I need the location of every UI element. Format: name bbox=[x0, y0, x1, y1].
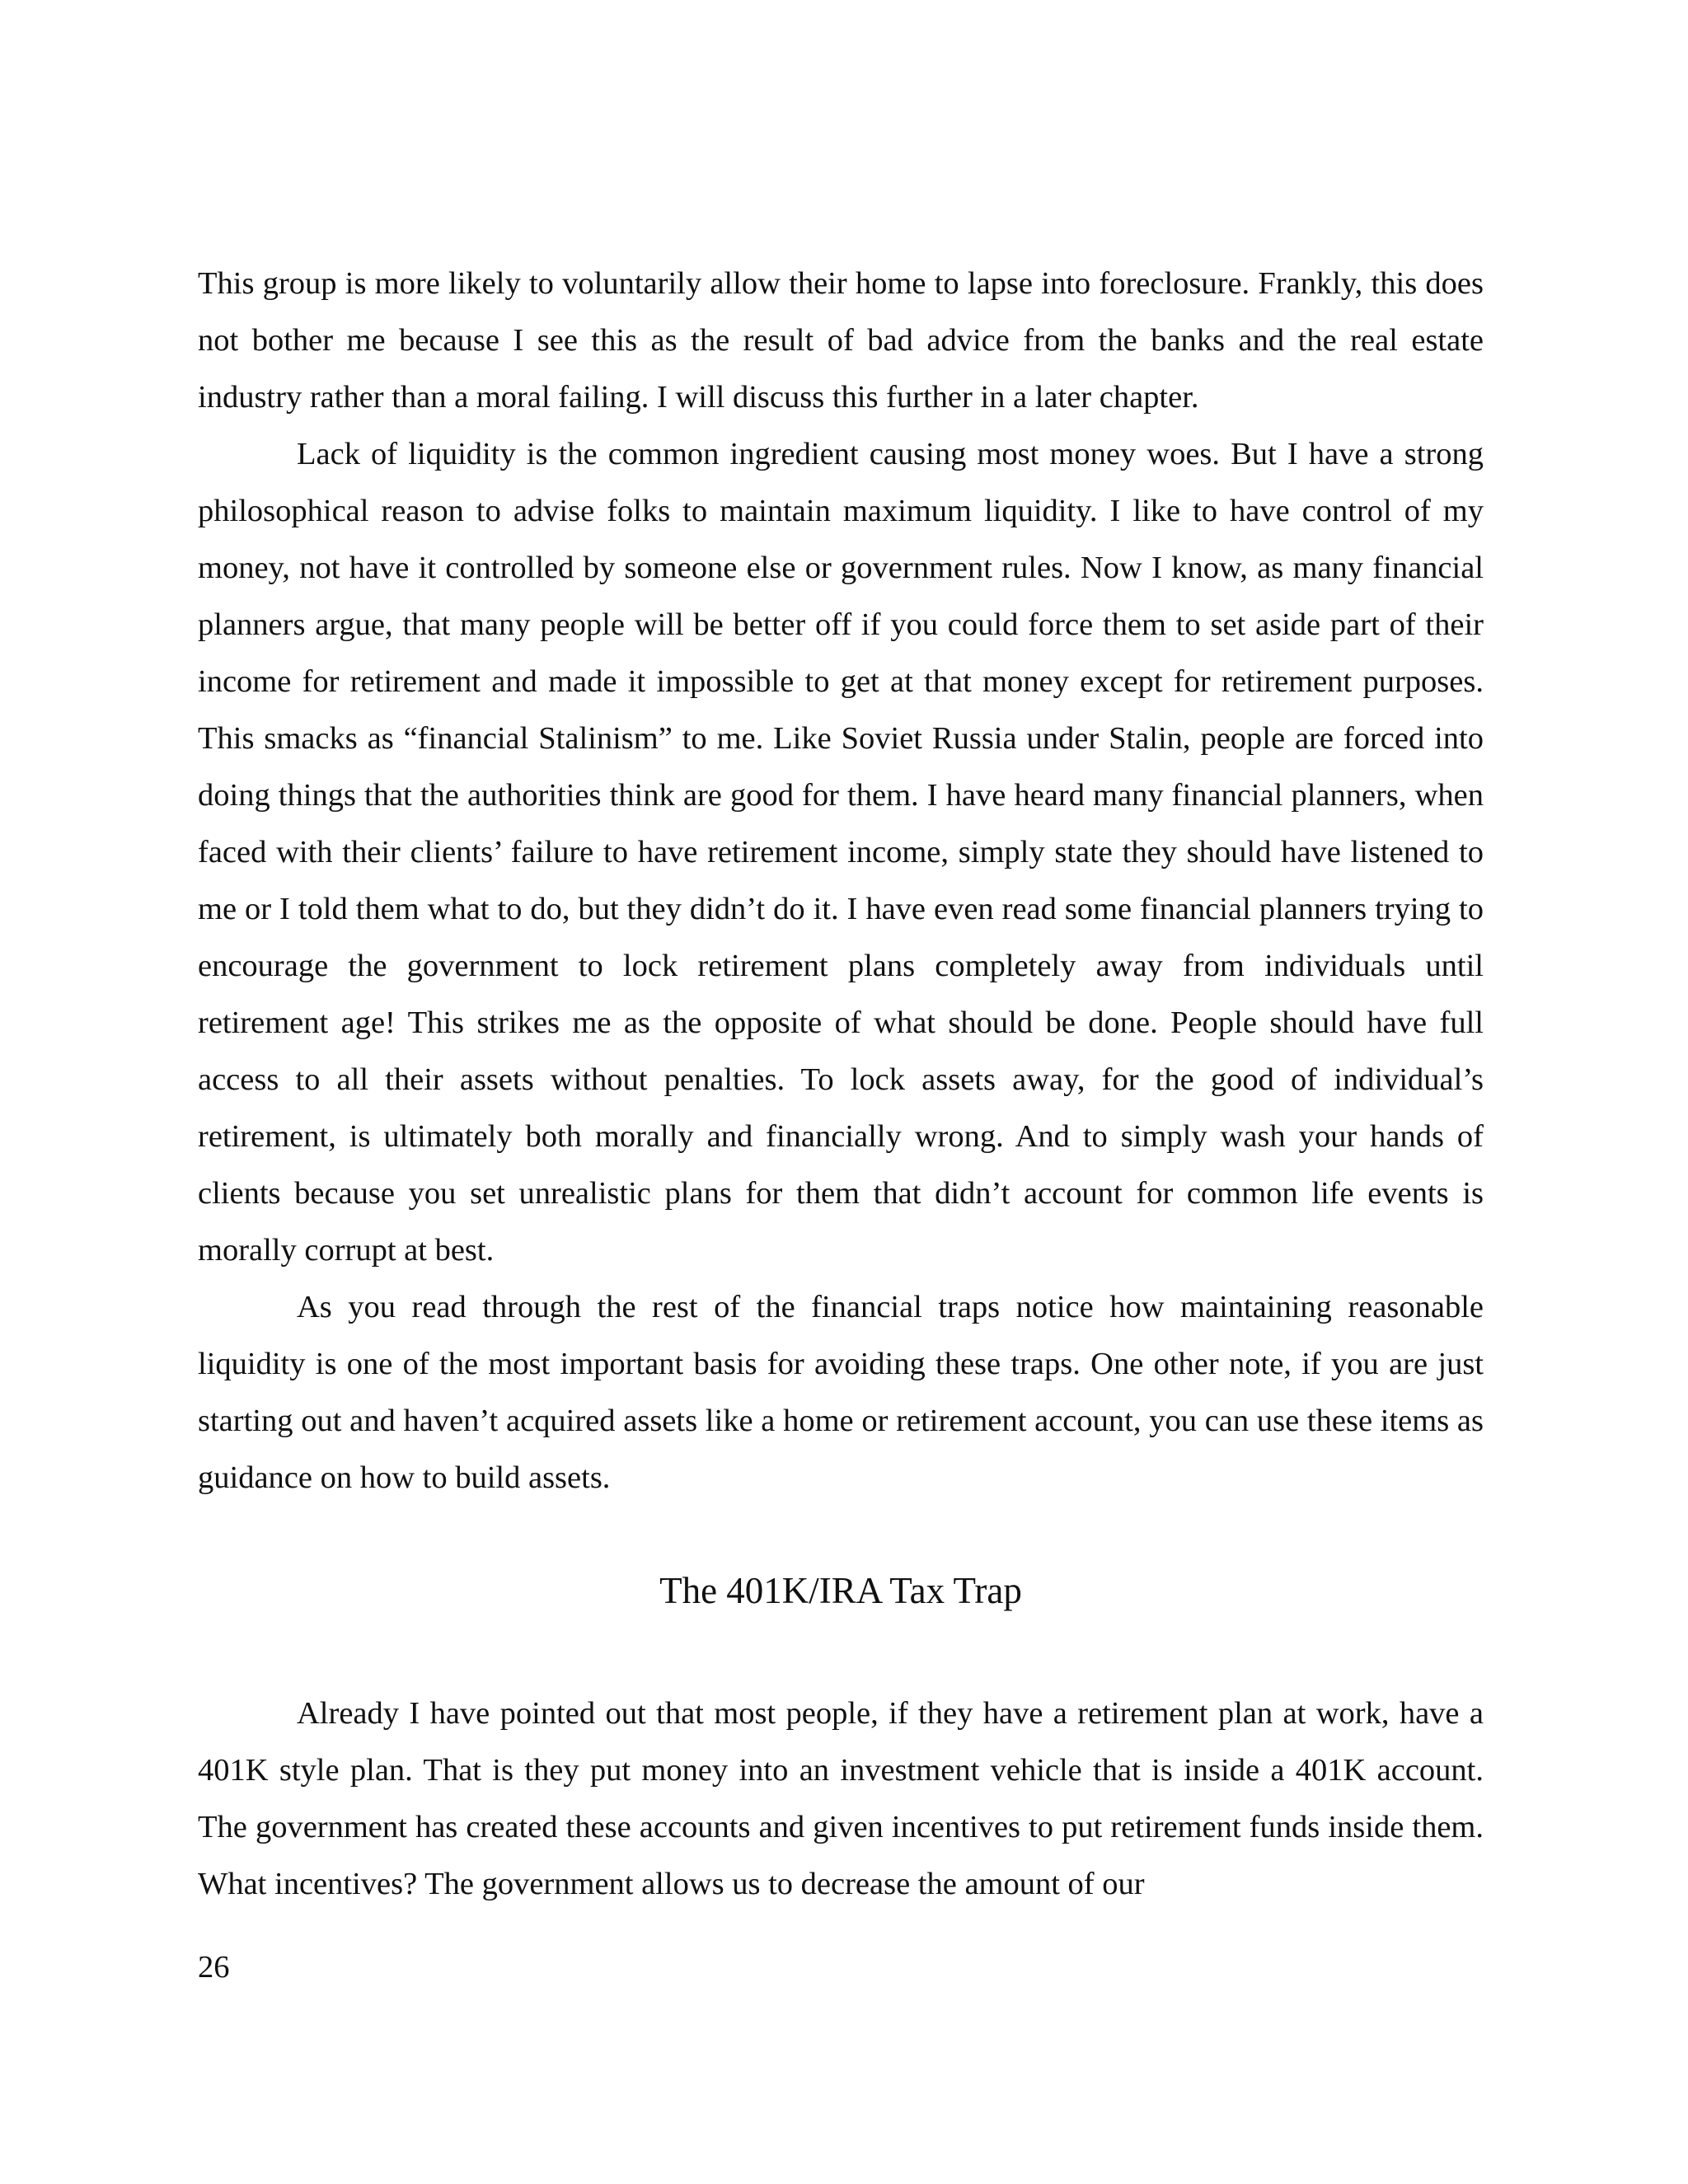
paragraph-foreclosure: This group is more likely to voluntarily allow their home to lapse into foreclosure. Frankly, this does not bother me because I see this as the result of bad advice from the banks and the real estate industry rather than a moral failing. I will discuss this further in a later chapter. bbox=[198, 266, 1484, 415]
paragraph-401k: Already I have pointed out that most people, if they have a retirement plan at work, have a 401K style plan. That is they put money into an investment vehicle that is inside a 401K account. The government has created these accounts and given incentives to put retirement funds inside them. What incentives? The government allows us to decrease the amount of our bbox=[198, 1696, 1484, 1901]
paragraph-financial-traps: As you read through the rest of the financial traps notice how maintaining reasonable liquidity is one of the most important basis for avoiding these traps. One other note, if you are just starting out and haven’t acquired assets like a home or retirement account, you can use these items as guidance on how to build assets. bbox=[198, 1290, 1484, 1495]
section-heading: The 401K/IRA Tax Trap bbox=[659, 1570, 1022, 1611]
paragraph-liquidity: Lack of liquidity is the common ingredient causing most money woes. But I have a strong philosophical reason to advise folks to maintain maximum liquidity. I like to have control of my money, not have it controlled by someone else or government rules. Now I know, as many financial planners argue, that many people will be better off if you could force them to set aside part of their income for retirement and made it impossible to get at that money except for retirement purposes. This smacks as “financial Stalinism” to me. Like Soviet Russia under Stalin, people are forced into doing things that the authorities think are good for them. I have heard many financial planners, when faced with their clients’ failure to have retirement income, simply state they should have listened to me or I told them what to do, but they didn’t do it. I have even read some financial planners trying to encourage the government to lock retirement plans completely away from individuals until retirement age! This strikes me as the opposite of what should be done. People should have full access to all their assets without penalties. To lock assets away, for the good of individual’s retirement, is ultimately both morally and financially wrong. And to simply wash your hands of clients because you set unrealistic plans for them that didn’t account for common life events is morally corrupt at best. bbox=[198, 437, 1484, 1268]
body-text-top bbox=[198, 255, 1484, 1507]
page-number: 26 bbox=[198, 1950, 230, 1985]
body-text-bottom bbox=[198, 1685, 1484, 1913]
